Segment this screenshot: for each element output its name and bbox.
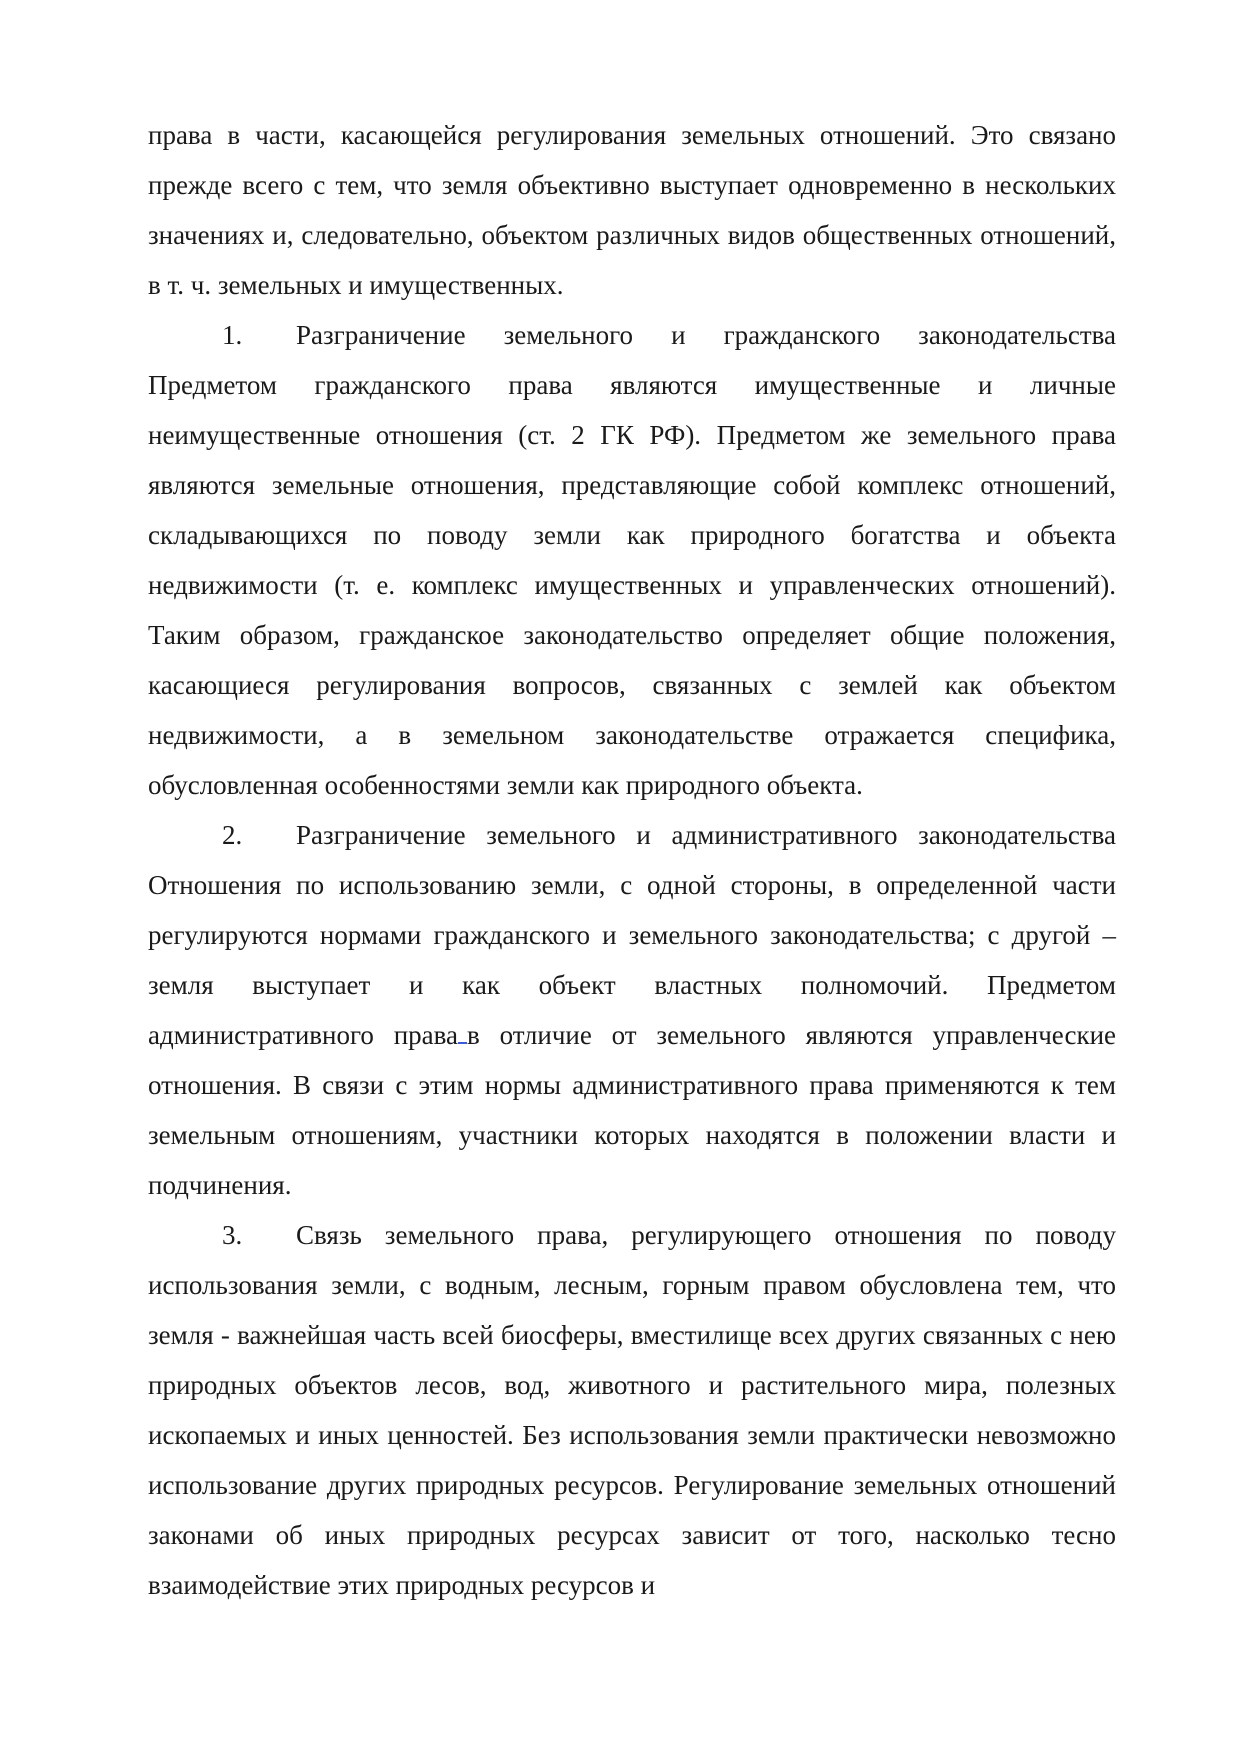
section-1-paragraph: [148, 310, 1116, 810]
section-2-paragraph: [148, 810, 1116, 1210]
section-1-text: Разграничение земельного и гражданского законодательства Предметом гражданского права являются имущественные и личные неимущественные отношения (ст. 2 ГК РФ). Предметом же земельного права являются земельные отношения, представляющие собой комплекс отношений, складывающихся по поводу земли как природного богатства и объекта недвижимости (т. е. комплекс имущественных и управленческих отношений). Таким образом, гражданское законодательство определяет общие положения, касающиеся регулирования вопросов, связанных с землей как объектом недвижимости, а в земельном законодательстве отражается специфика, обусловленная особенностями земли как природного объекта.: [148, 320, 1116, 800]
section-3-text: Связь земельного права, регулирующего отношения по поводу использования земли, с водным, лесным, горным правом обусловлена тем, что земля - важнейшая часть всей биосферы, вместилище всех других связанных с нею природных объектов лесов, вод, животного и растительного мира, полезных ископаемых и иных ценностей. Без использования земли практически невозможно использование других природных ресурсов. Регулирование земельных отношений законами об иных природных ресурсах зависит от того, насколько тесно взаимодействие этих природных ресурсов и: [148, 1220, 1116, 1600]
section-3-number: 3.: [222, 1220, 243, 1250]
intro-paragraph: права в части, касающейся регулирования земельных отношений. Это связано прежде всего с тем, что земля объективно выступает одновременно в нескольких значениях и, следовательно, объектом различных видов общественных отношений, в т. ч. земельных и имущественных.: [148, 120, 1116, 300]
section-1-number: 1.: [222, 320, 243, 350]
section-2-text-part-2: в отличие от земельного являются управленческие отношения. В связи с этим нормы административного права применяются к тем земельным отношениям, участники которых находятся в положении власти и подчинения.: [148, 1020, 1116, 1200]
document-body: [148, 110, 1116, 1610]
section-3-paragraph: [148, 1210, 1116, 1610]
section-2-number: 2.: [222, 820, 243, 850]
section-2-text-part-1: Разграничение земельного и административного законодательства Отношения по использованию земли, с одной стороны, в определенной части регулируются нормами гражданского и земельного законодательства; с другой – земля выступает и как объект властных полномочий. Предметом административного права: [148, 820, 1116, 1050]
formatting-mark-icon: [458, 1020, 467, 1044]
